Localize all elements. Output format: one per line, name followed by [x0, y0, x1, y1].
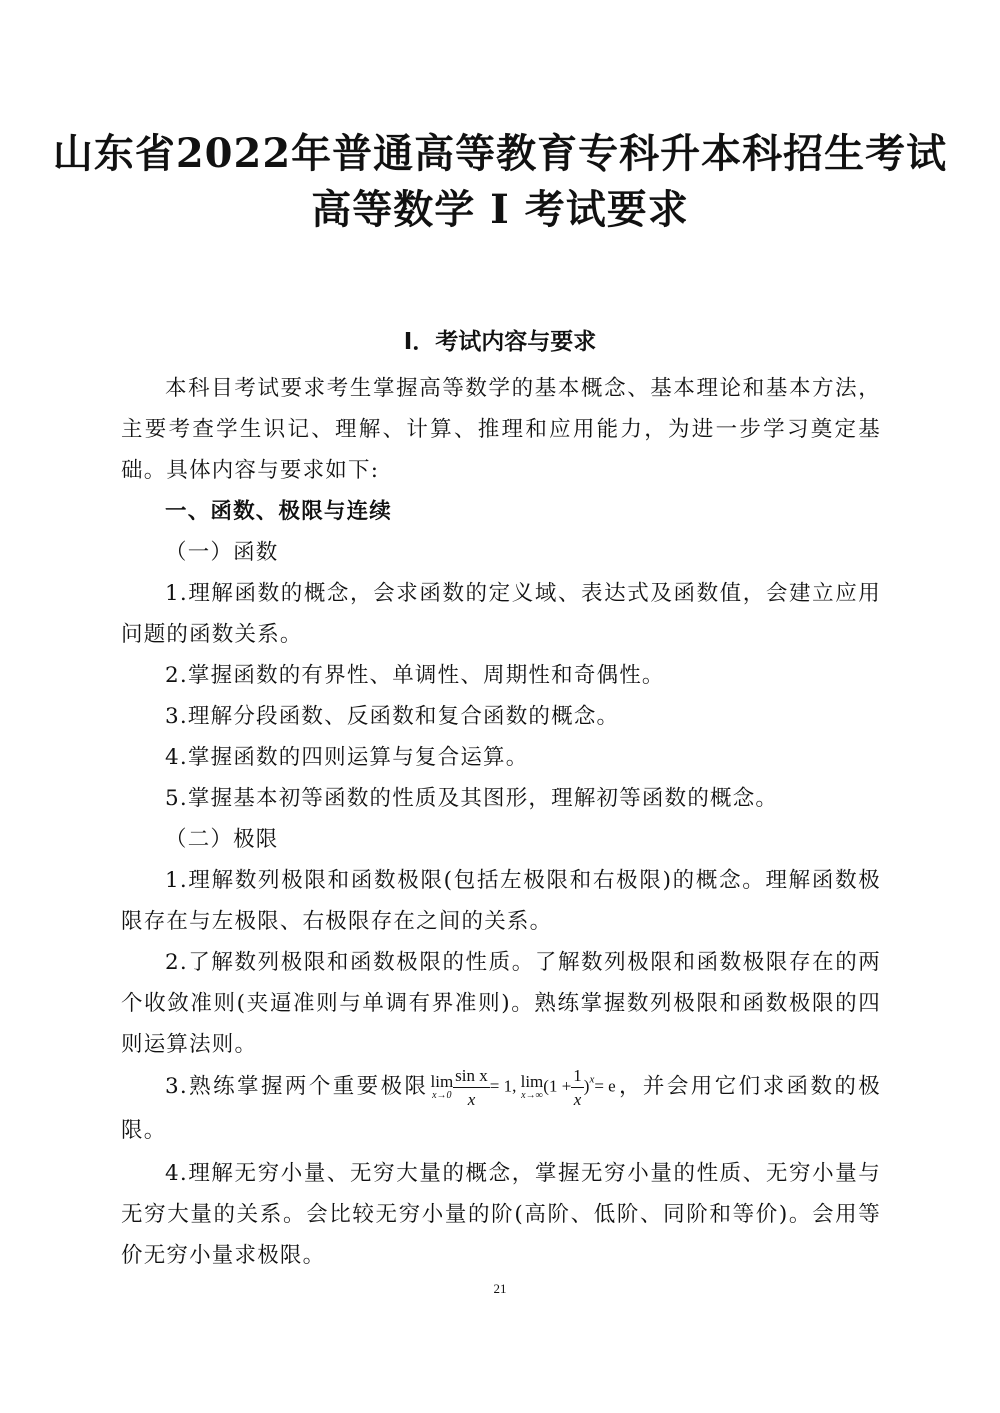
fraction-denominator: x [467, 1089, 476, 1109]
lim2-open: (1 + [543, 1075, 572, 1095]
document-body [121, 368, 881, 1276]
list-item: 1.理解函数的概念，会求函数的定义域、表达式及函数值，会建立应用问题的函数关系。 [121, 581, 881, 647]
document-title-line2: 高等数学 I 考试要求 [311, 186, 689, 233]
section-heading: I．考试内容与要求 [403, 329, 597, 355]
lim-operator-2: lim x→∞ [520, 1072, 544, 1101]
formula-important-limits [431, 1067, 616, 1108]
page-number: 21 [493, 1281, 507, 1296]
lim1-subscript: x→0 [432, 1090, 452, 1101]
list-item: 1.理解数列极限和函数极限(包括左极限和右极限)的概念。理解函数极限存在与左极限、右极限存在之间的关系。 [121, 868, 881, 934]
list-item: 5.掌握基本初等函数的性质及其图形，理解初等函数的概念。 [165, 786, 779, 811]
lim1-equals: = 1, [489, 1075, 517, 1095]
list-item-important-limits [121, 1065, 881, 1153]
fraction-numerator: 1 [571, 1067, 584, 1088]
fraction-denominator: x [573, 1089, 582, 1109]
list-item: 3.理解分段函数、反函数和复合函数的概念。 [165, 704, 620, 729]
lim2-equals: = e [594, 1075, 616, 1095]
item3-prefix: 3.熟练掌握两个重要极限 [165, 1074, 429, 1099]
item3-suffix: ，并会用它们求函数的极限。 [121, 1074, 882, 1143]
chapter-heading: 一、函数、极限与连续 [165, 499, 393, 524]
lim2-close: ) [583, 1075, 590, 1095]
intro-paragraph: 本科目考试要求考生掌握高等数学的基本概念、基本理论和基本方法，主要考查学生识记、理解、计算、推理和应用能力，为进一步学习奠定基础。具体内容与要求如下: [121, 376, 881, 483]
subsection-heading-limits: （二）极限 [165, 827, 279, 852]
list-item: 2.了解数列极限和函数极限的性质。了解数列极限和函数极限存在的两个收敛准则(夹逼准则与单调有界准则)。熟练掌握数列极限和函数极限的四则运算法则。 [121, 950, 881, 1057]
lim-operator-1: lim x→0 [430, 1072, 454, 1101]
fraction-sinx-over-x [453, 1067, 490, 1108]
lim2-exponent: x [589, 1072, 595, 1085]
list-item: 2.掌握函数的有界性、单调性、周期性和奇偶性。 [165, 663, 665, 688]
document-title-line1: 山东省2022年普通高等教育专科升本科招生考试 [52, 130, 948, 177]
lim2-subscript: x→∞ [521, 1090, 543, 1101]
list-item: 4.理解无穷小量、无穷大量的概念，掌握无穷小量的性质、无穷小量与无穷大量的关系。会比较无穷小量的阶(高阶、低阶、同阶和等价)。会用等价无穷小量求极限。 [121, 1161, 881, 1268]
fraction-numerator: sin x [453, 1067, 490, 1088]
list-item: 4.掌握函数的四则运算与复合运算。 [165, 745, 529, 770]
fraction-one-over-x [571, 1067, 584, 1108]
subsection-heading-functions: （一）函数 [165, 540, 279, 565]
